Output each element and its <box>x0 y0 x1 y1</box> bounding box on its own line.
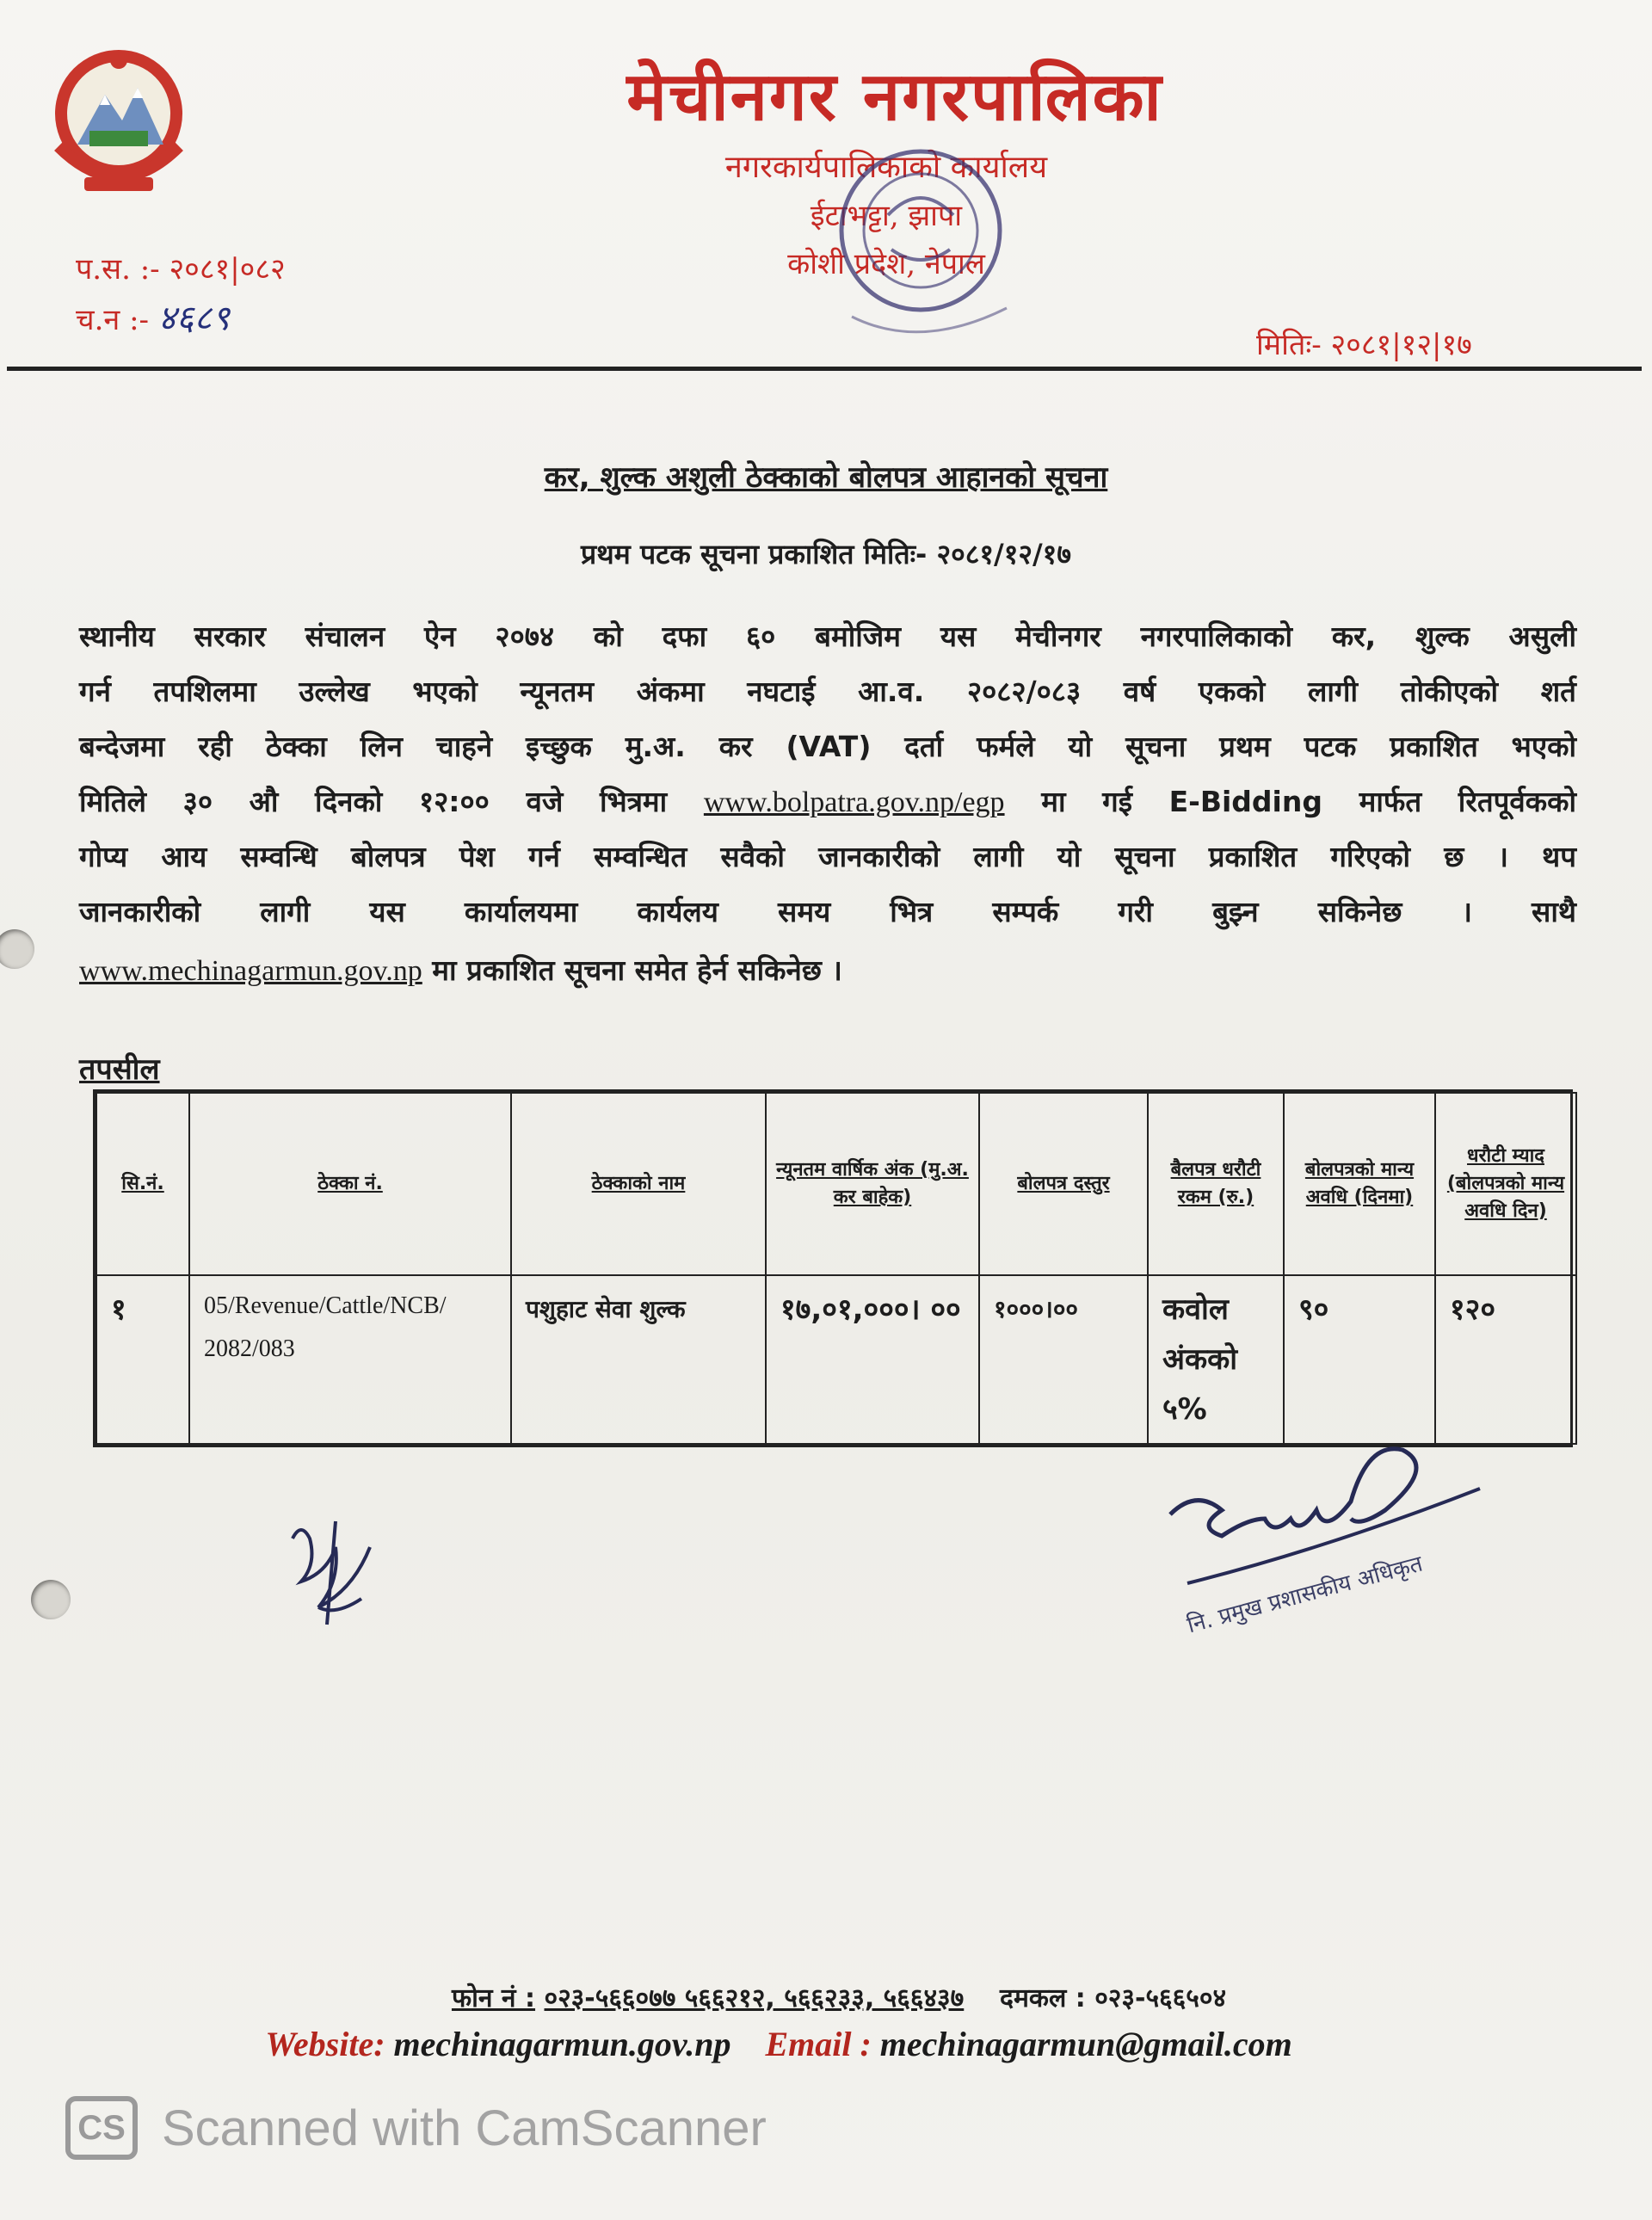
contract-number-cell: 05/Revenue/Cattle/NCB/ 2082/083 <box>189 1275 511 1444</box>
column-header: न्यूनतम वार्षिक अंक (मु.अ. कर बाहेक) <box>766 1093 979 1275</box>
fire-label: दमकल : <box>1000 1983 1086 2013</box>
dispatch-value: ४६८९ <box>157 299 231 338</box>
notice-line-1: स्थानीय सरकार संचालन ऐन २०७४ को दफा ६० बमोजिम यस मेचीनगर नगरपालिकाको कर, शुल्क असुली <box>79 620 1576 653</box>
camscanner-watermark: Scanned with CamScanner <box>162 2100 767 2156</box>
column-header: बोलपत्रको मान्य अवधि (दिनमा) <box>1284 1093 1435 1275</box>
initial-signature-icon <box>267 1504 396 1642</box>
column-header: धरौटी म्याद (बोलपत्रको मान्य अवधि दिन) <box>1435 1093 1576 1275</box>
column-header: ठेक्काको नाम <box>511 1093 766 1275</box>
office-name: नगरकार्यपालिकाको कार्यालय <box>724 150 1048 185</box>
bid-deposit-cell: कवोल अंकको ५% <box>1148 1275 1284 1444</box>
column-header: बैलपत्र धरौटी रकम (रु.) <box>1148 1093 1284 1275</box>
column-header: बोलपत्र दस्तुर <box>979 1093 1148 1275</box>
bolpatra-link[interactable]: www.bolpatra.gov.np/egp <box>703 786 1005 818</box>
bid-validity-cell: ९० <box>1284 1275 1435 1444</box>
nepal-emblem-icon <box>33 34 205 207</box>
dispatch-label: च.न :- <box>76 303 150 337</box>
table-header-row <box>96 1093 1576 1275</box>
email-label: Email : <box>765 2025 872 2063</box>
reference-label: प.स. :- <box>76 252 160 287</box>
letter-date <box>1256 324 1472 363</box>
footer-contact <box>353 1979 1325 2014</box>
notice-title: कर, शुल्क अशुली ठेक्काको बोलपत्र आहानको सूचना <box>544 460 1108 495</box>
organization-name: मेचीनगर नगरपालिका <box>626 58 1163 136</box>
signatory-title: नि. प्रमुख प्रशासकीय अधिकृत <box>1184 1551 1426 1639</box>
notice-line-4-end: मा गई E-Bidding मार्फत रितपूर्वकको <box>1041 785 1576 818</box>
date-value: २०८१|१२|१७ <box>1330 328 1472 362</box>
notice-line-4 <box>79 785 1576 820</box>
phone-numbers: ०२३-५६६०७७ ५६६२१२, ५६६२३३, ५६६४३७ <box>544 1983 965 2013</box>
contract-name-cell: पशुहाट सेवा शुल्क <box>511 1275 766 1444</box>
serial-number-cell: १ <box>96 1275 189 1444</box>
minimum-amount-cell: १७,०१,०००। ०० <box>766 1275 979 1444</box>
notice-line-7 <box>79 953 1576 989</box>
mechinagar-link[interactable]: www.mechinagarmun.gov.np <box>79 955 422 987</box>
notice-line-2: गर्न तपशिलमा उल्लेख भएको न्यूनतम अंकमा नघटाई आ.व. २०८२/०८३ वर्ष एकको लागी तोकीएको शर्त <box>79 675 1576 708</box>
website-link[interactable]: mechinagarmun.gov.np <box>393 2025 731 2063</box>
officer-signature-icon <box>1153 1446 1514 1669</box>
camscanner-logo-icon: CS <box>65 2096 138 2160</box>
notice-line-3: बन्देजमा रही ठेक्का लिन चाहने इच्छुक मु.अ. कर (VAT) दर्ता फर्मले यो सूचना प्रथम पटक प्रकाशित भएको <box>79 730 1576 763</box>
details-heading: तपसील <box>79 1052 160 1087</box>
first-published-date: प्रथम पटक सूचना प्रकाशित मितिः- २०८१/१२/१७ <box>581 538 1071 570</box>
date-label: मितिः- <box>1256 328 1322 362</box>
binder-hole <box>0 929 34 969</box>
email-link[interactable]: mechinagarmun@gmail.com <box>879 2025 1292 2063</box>
office-stamp-icon <box>817 136 1032 368</box>
phone-label: फोन नं : <box>451 1983 536 2013</box>
column-header: ठेक्का नं. <box>189 1093 511 1275</box>
fire-number: ०२३-५६६५०४ <box>1094 1983 1227 2013</box>
notice-line-5: गोप्य आय सम्वन्धि बोलपत्र पेश गर्न सम्वन्धित सवैको जानकारीको लागी यो सूचना प्रकाशित गरिएको छ । थप <box>79 840 1576 873</box>
notice-line-4-start: मितिले ३० औ दिनको १२:०० वजे भित्रमा <box>79 785 668 818</box>
bid-fee-cell: १०००।०० <box>979 1275 1148 1444</box>
tender-table <box>93 1089 1573 1447</box>
reference-value: २०८१|०८२ <box>169 252 286 287</box>
notice-line-6: जानकारीको लागी यस कार्यालयमा कार्यलय समय भित्र सम्पर्क गरी बुझ्न सकिनेछ । साथै <box>79 895 1576 928</box>
dispatch-number <box>76 293 230 340</box>
header-divider <box>7 367 1642 371</box>
binder-hole <box>31 1580 71 1619</box>
deposit-validity-cell: १२० <box>1435 1275 1576 1444</box>
website-label: Website: <box>265 2025 385 2063</box>
footer-web <box>189 2024 1368 2064</box>
office-place: ईटाभट्टा, झापा <box>810 199 963 233</box>
reference-number <box>76 248 286 287</box>
column-header: सि.नं. <box>96 1093 189 1275</box>
office-province: कोशी प्रदेश, नेपाल <box>787 247 985 281</box>
table-row <box>96 1275 1576 1444</box>
notice-line-7-end: मा प्रकाशित सूचना समेत हेर्न सकिनेछ । <box>432 953 842 987</box>
